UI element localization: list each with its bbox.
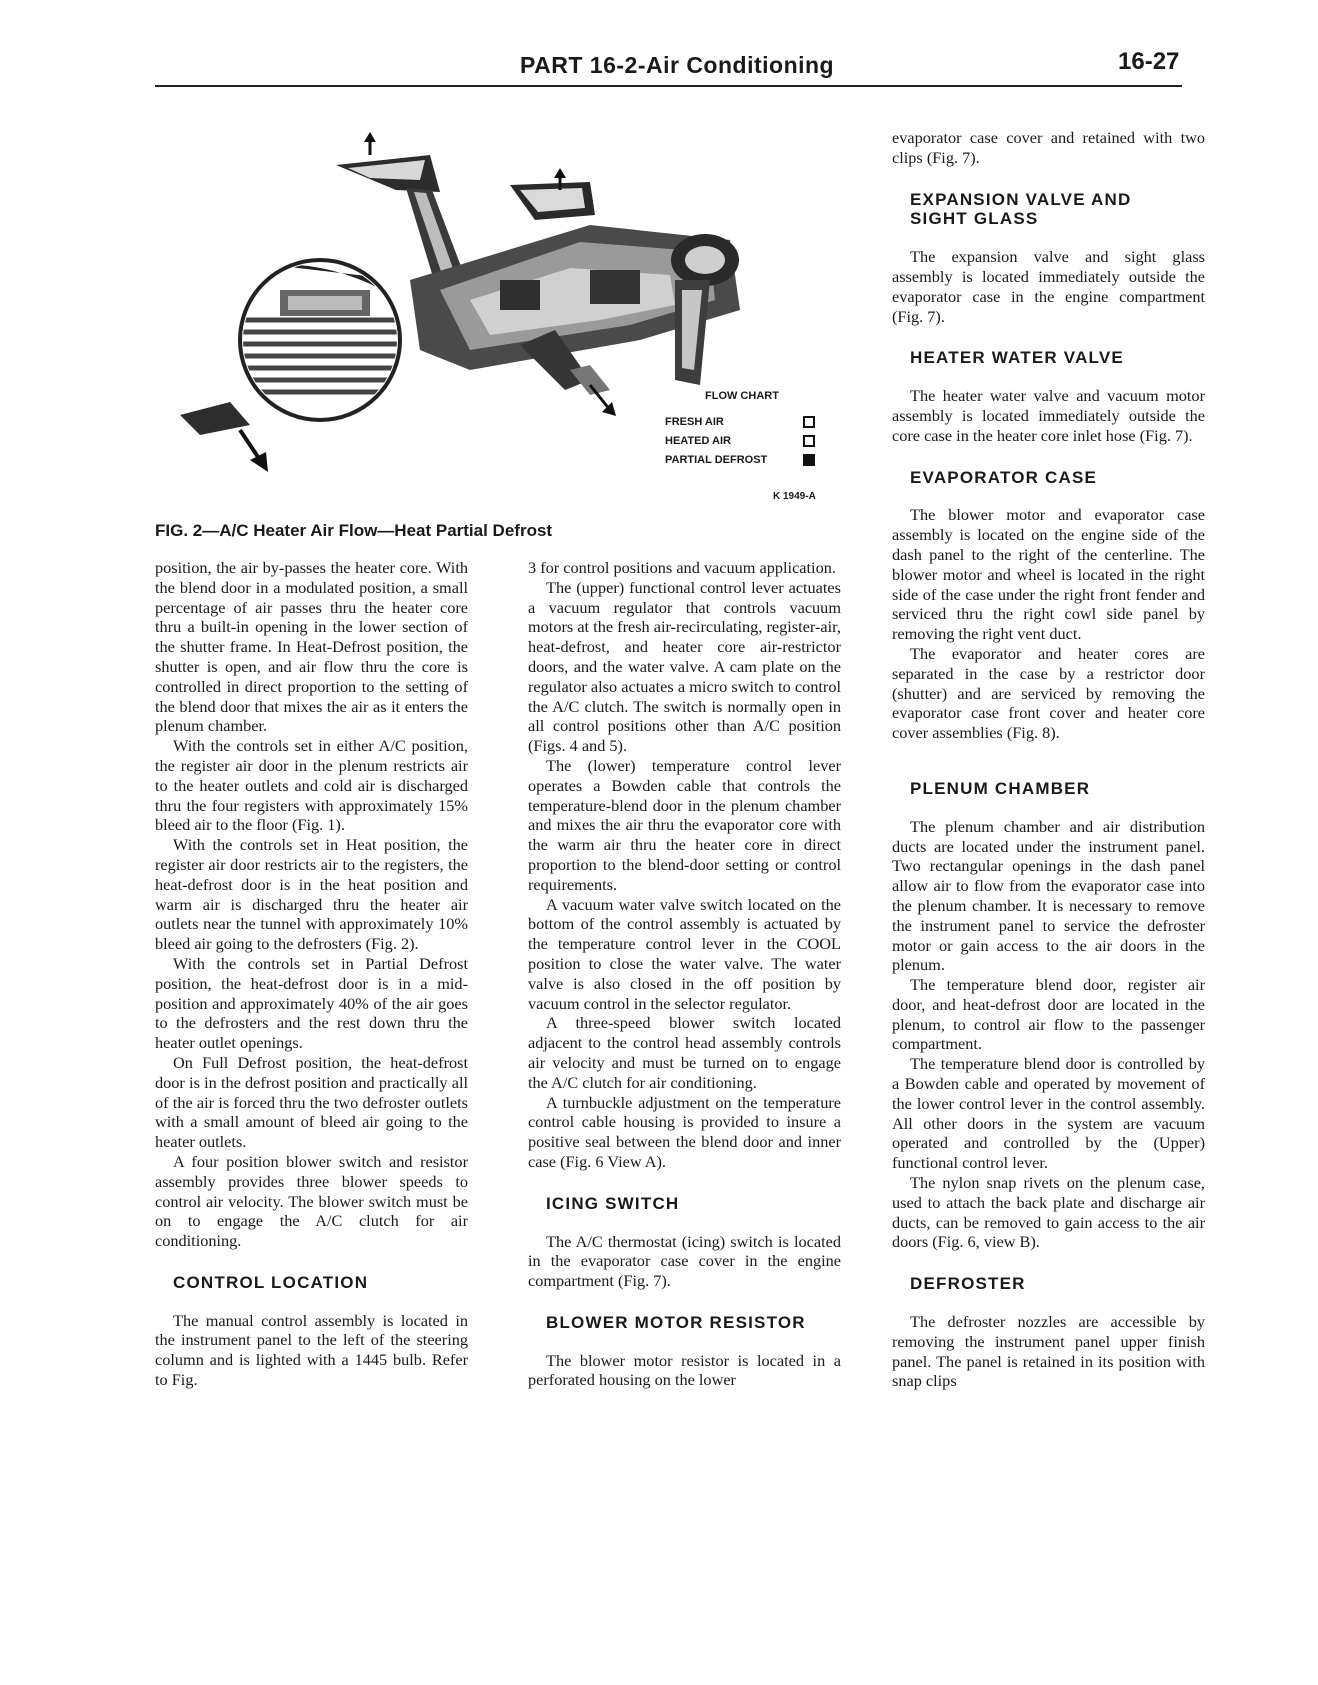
legend-row-partial-defrost <box>665 450 815 469</box>
legend-label: FRESH AIR <box>665 415 724 428</box>
section-heading: CONTROL LOCATION <box>173 1272 369 1292</box>
flow-chart-legend <box>665 390 815 469</box>
paragraph: evaporator case cover and retained with two clips (Fig. 7). <box>892 128 1205 167</box>
text-column-right <box>892 128 1205 1391</box>
text-column-middle <box>528 558 841 1390</box>
section-heading: HEATER WATER VALVE <box>910 348 1124 368</box>
paragraph: A turnbuckle adjustment on the temperature control cable housing is provided to insure a positive seal between the blend door and inner case (Fig. 6 View A). <box>528 1092 841 1171</box>
paragraph: The expansion valve and sight glass assembly is located immediately outside the evaporator case in the engine compartment (Fig. 7). <box>892 247 1205 326</box>
page-header-title: PART 16-2-Air Conditioning <box>520 52 835 78</box>
legend-row-fresh-air <box>665 412 815 431</box>
paragraph: The A/C thermostat (icing) switch is located in the evaporator case cover in the engine compartment (Fig. 7). <box>528 1231 841 1291</box>
legend-title: FLOW CHART <box>705 390 779 402</box>
paragraph: With the controls set in Heat position, the register air door restricts air to the registers, the heat-defrost door is in the heat position and warm air is discharged thru the heater air outlets near the tunnel with approximately 10% bleed air going to the defrosters (Fig. 2). <box>155 835 468 954</box>
figure-caption: FIG. 2—A/C Heater Air Flow—Heat Partial Defrost <box>155 521 553 540</box>
paragraph: The plenum chamber and air distribution ducts are located under the instrument panel. Two rectangular openings in the dash panel allow air to flow from the evaporator case into the plenum chamber. It is necessary to remove the instrument panel to service the defroster motor or gain access to the air doors in the plenum. <box>892 816 1205 975</box>
paragraph: The evaporator and heater cores are separated in the case by a restrictor door (shutter) and are serviced by removing the evaporator case front cover and heater core cover assemblies (Fig. 8). <box>892 643 1205 743</box>
legend-label: PARTIAL DEFROST <box>665 453 768 466</box>
paragraph: position, the air by-passes the heater core. With the blend door in a modulated position, a small percentage of air passes thru the heater core thru a built-in opening in the lower section of the shutter frame. In Heat-Defrost position, the shutter is open, and air flow thru the core is controlled in direct proportion to the setting of the blend door that mixes the air as it enters the plenum chamber. <box>155 558 468 736</box>
paragraph: A four position blower switch and resistor assembly provides three blower speeds to control air velocity. The blower switch must be on to engage the A/C clutch for air conditioning. <box>155 1151 468 1251</box>
paragraph: A three-speed blower switch located adjacent to the control head assembly controls air velocity and must be turned on to engage the A/C clutch for air conditioning. <box>528 1013 841 1092</box>
header-divider <box>155 85 1182 87</box>
legend-open-box-icon <box>803 435 815 447</box>
paragraph: The manual control assembly is located in the instrument panel to the left of the steering column and is lighted with a 1445 bulb. Refer to Fig. <box>155 1310 468 1390</box>
section-heading: BLOWER MOTOR RESISTOR <box>546 1312 806 1332</box>
legend-row-heated-air <box>665 431 815 450</box>
section-heading: EVAPORATOR CASE <box>910 467 1098 487</box>
paragraph: The (upper) functional control lever actuates a vacuum regulator that controls vacuum motors at the fresh air-recirculating, register-air, heat-defrost, and heater core air-restrictor doors, and the water valve. A cam plate on the regulator also actuates a micro switch to control the A/C clutch. The switch is normally open in all control positions other than A/C position (Figs. 4 and 5). <box>528 577 841 756</box>
paragraph: With the controls set in Partial Defrost position, the heat-defrost door is in a mid-position and approximately 40% of the air goes to the defrosters and the rest down thru the heater outlet openings. <box>155 953 468 1053</box>
section-heading: PLENUM CHAMBER <box>910 778 1091 798</box>
figure-id: K 1949-A <box>773 491 816 502</box>
paragraph: The heater water valve and vacuum motor assembly is located immediately outside the core case in the heater core inlet hose (Fig. 7). <box>892 386 1205 445</box>
paragraph: The blower motor and evaporator case assembly is located on the engine side of the dash panel to the right of the centerline. The blower motor and wheel is located in the right side of the case under the right front fender and serviced thru the right cowl side panel by removing the right vent duct. <box>892 505 1205 644</box>
legend-open-box-icon <box>803 416 815 428</box>
page-number: 16-27 <box>1118 48 1180 75</box>
paragraph: The defroster nozzles are accessible by removing the instrument panel upper finish panel. The panel is retained in its position with snap clips <box>892 1312 1205 1391</box>
section-heading: ICING SWITCH <box>546 1193 680 1213</box>
paragraph: The temperature blend door is controlled by a Bowden cable and operated by movement of the lower control lever in the control assembly. All other doors in the system are vacuum operated and controlled by the (Upper) functional control lever. <box>892 1054 1205 1173</box>
paragraph: The blower motor resistor is located in a perforated housing on the lower <box>528 1350 841 1390</box>
paragraph: The (lower) temperature control lever operates a Bowden cable that controls the temperature-blend door in the plenum chamber and mixes the air thru the evaporator core with the warm air thru the heater core in direct proportion to the blend-door setting or control requirements. <box>528 755 841 894</box>
paragraph: 3 for control positions and vacuum application. <box>528 558 836 577</box>
paragraph: A vacuum water valve switch located on the bottom of the control assembly is actuated by the temperature control lever in the COOL position to close the water valve. The water valve is also closed in the off position by vacuum control in the selector regulator. <box>528 894 841 1013</box>
section-heading: DEFROSTER <box>910 1274 1026 1294</box>
legend-label: HEATED AIR <box>665 434 731 447</box>
section-heading: EXPANSION VALVE AND SIGHT GLASS <box>910 189 1132 229</box>
paragraph: On Full Defrost position, the heat-defrost door is in the defrost position and practically all of the air is forced thru the two defroster outlets with a small amount of bleed air going to the heater outlets. <box>155 1052 468 1152</box>
paragraph: With the controls set in either A/C position, the register air door in the plenum restricts air to the heater outlets and cold air is discharged thru the four registers with approximately 15% bleed air to the floor (Fig. 1). <box>155 736 468 835</box>
legend-solid-box-icon <box>803 454 815 466</box>
paragraph: The temperature blend door, register air door, and heat-defrost door are located in the plenum, to control air flow to the passenger compartment. <box>892 975 1205 1054</box>
paragraph: The nylon snap rivets on the plenum case, used to attach the back plate and discharge air ducts, can be removed to gain access to the air doors (Fig. 6, view B). <box>892 1173 1205 1252</box>
text-column-left <box>155 558 468 1390</box>
